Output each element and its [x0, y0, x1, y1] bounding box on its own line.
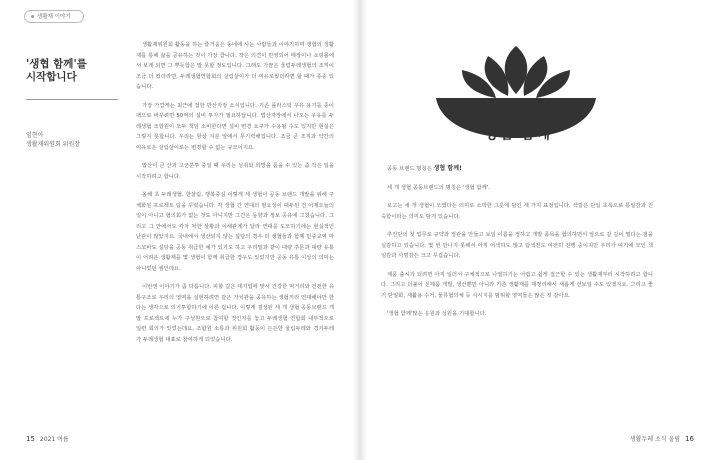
- right-article-body: [381, 164, 653, 328]
- left-paragraph: 올해 초 두레생협, 한살림, 행복중심 이렇게 세 생협이 공동 브랜드 개발을 위해 구체화된 프로젝트 팀을 꾸렸습니다. 각 생협 간 연대의 필요성이 대두된 건 어제오늘의 일이 아니고 협의회가 없는 것도 아니지만 그간은 동향과 정보 공유에 그쳤습니다. 그리고 그 안에서도 각자 처한 상황과 이해관계가 달라 연대를 도모하기에는 현실적인 난관이 많았지요. 국내에서 생산되지 않는 설탕의 경우 타 생협들과 함께 민중교역 마스코바도 설탕을 공동 취급한 예가 있기도 하고 우리밀과 같이 대량 주문과 대량 유통이 어려운 생활재를 몇 생협이 함께 취급한 경우도 있었지만 공동 유통 이상의 의미는 아니었던 셈인데요.: [136, 192, 334, 272]
- right-paragraph: '생협 함께'많은 응원과 성원을 기대합니다.: [387, 311, 487, 317]
- right-paragraph: 로고는 세 개 생협이 모였다는 의미로 소박한 그릇에 담긴 세 가지 표정입니다. 색깔은 단일 초록으로 통일감과 친숙함이라는 의미도 담겨 있습니다.: [381, 203, 653, 220]
- issue-label: 2021 여름: [39, 436, 69, 443]
- running-title: 생활두레 소식 울림: [629, 436, 681, 443]
- left-article-body: [136, 40, 334, 353]
- section-tag: [24, 10, 84, 23]
- section-tag-label: 생활재 이야기: [37, 14, 71, 20]
- intro-prefix: 공동 브랜드 명칭은: [387, 166, 434, 172]
- author-role: 생활재위원회 위원장: [26, 141, 81, 148]
- bullet-dot-icon: [31, 15, 34, 18]
- right-paragraph: 추진단의 첫 업무로 규약과 정관을 만들고 보임 이름을 정하고 개발 품목을 협의하면서 앞으로 갈 길이 멀다는 점을 실감하고 있습니다. 몇 번 만나지 못해서 아직 어색하도 많고 탐색전도 여전히 진행 중이지만 우리가 여기에 모인 책임감과 사명감은 크고 무겁습니다.: [381, 232, 653, 259]
- article-headline: [26, 58, 126, 84]
- right-paragraph: 세 개 생협 공동브랜드의 명칭은 '생협 함께'.: [387, 184, 490, 191]
- logo-leaves-icon: [462, 46, 570, 98]
- logo-wordmark: 생협 함께: [482, 124, 552, 142]
- left-paragraph: 밥산이 큰 산과 고군분투 중일 때 우리는 성취와 희망을 품을 수 있는 좀 작은 일을 시작하려고 합니다.: [136, 163, 334, 180]
- right-folio: [630, 434, 694, 443]
- left-paragraph: 생활재위원회 활동을 하는 즐거움은 동네에 사는 사람들과 이야기하며 생협의 생활재를 통해 삶을 공유하는 것이 가장 큽니다. 작은 의견이 반영되어 매장이나 쇼핑몰에서 보게 되면 그 뿌듯함은 말 못할 정도입니다. 그래도 가끔은 울림두레생협의 조직이 조금 더 컸더라면, 두레생협연합회의 살림살이가 더 여유로웠더라면 할 때가 종종 있습니다.: [136, 42, 334, 90]
- left-paragraph: 가장 가깝게는 최근에 접한 반산자장 소식입니다. 기존 플라스틱 우유 용기를 종이팩으로 바꾸려면 50억의 설비 투자가 필요하답니다. 법산자장에서 나오는 우유를 두레생협 조합원이 모두 책임 소비한다면 설비 변경 요구가 수용될 수도 있지만 현실은 그렇지 못합니다. 우리는 항상 지분 앞에서 무기력해집니다. 조금 큰 조직과 약간의 여유로운 살림살이로는 변경할 수 없는 규모이지요.: [136, 102, 334, 151]
- intro-highlight: 생협 함께!: [433, 165, 462, 172]
- left-page-number: 15: [26, 435, 35, 443]
- right-page-number: 16: [685, 435, 694, 443]
- headline-divider: [26, 99, 118, 100]
- intro-line: [381, 164, 653, 175]
- left-paragraph: 이번엔 이야기가 좀 다릅니다. 피할 길은 대기업에 맞서 건강한 먹거리와 건전한 유통구조로 우리의 영역을 실현하려면 같은 가치관을 공유하는 생협끼리 연대해야만 한다는 생각으로 의기투합하기에 이른 겁니다. 이렇게 결성된 세 개 생협 공동브랜드 개발 프로젝트에 누가 구성원으로 참여할 것인지를 놓고 두레생협 연합회 내부적으로 일련 회의가 있었는데요, 조합원 소통과 위원회 활동이 든든한 울림두레와 경기두레가 두레생협 대표로 참여하게 되었습니다.: [136, 284, 334, 343]
- headline-line-2: 시작합니다: [26, 71, 77, 83]
- author-name: 임현아: [26, 132, 44, 139]
- headline-line-1: '생협 함께'를: [26, 58, 87, 70]
- right-paragraph: 제품 출시가 되려면 아직 일러서 구체적으로 나열하기는 어렵고 쉽게 접근할 수 있는 생활재부터 시작하려고 합니다. 그리고 더불어 신제품 개발, 생산뿐만 아니라 기존 생활재를 재정리해서 새롭게 선보일 수도 있겠지요. 그리고 좋기 단일화, 재활용 수거, 물류협의체 등 사시지를 범위할 영역들은 많은 것 같아요.: [381, 271, 653, 299]
- left-folio: [26, 434, 69, 443]
- page-gutter-shadow: [353, 0, 367, 460]
